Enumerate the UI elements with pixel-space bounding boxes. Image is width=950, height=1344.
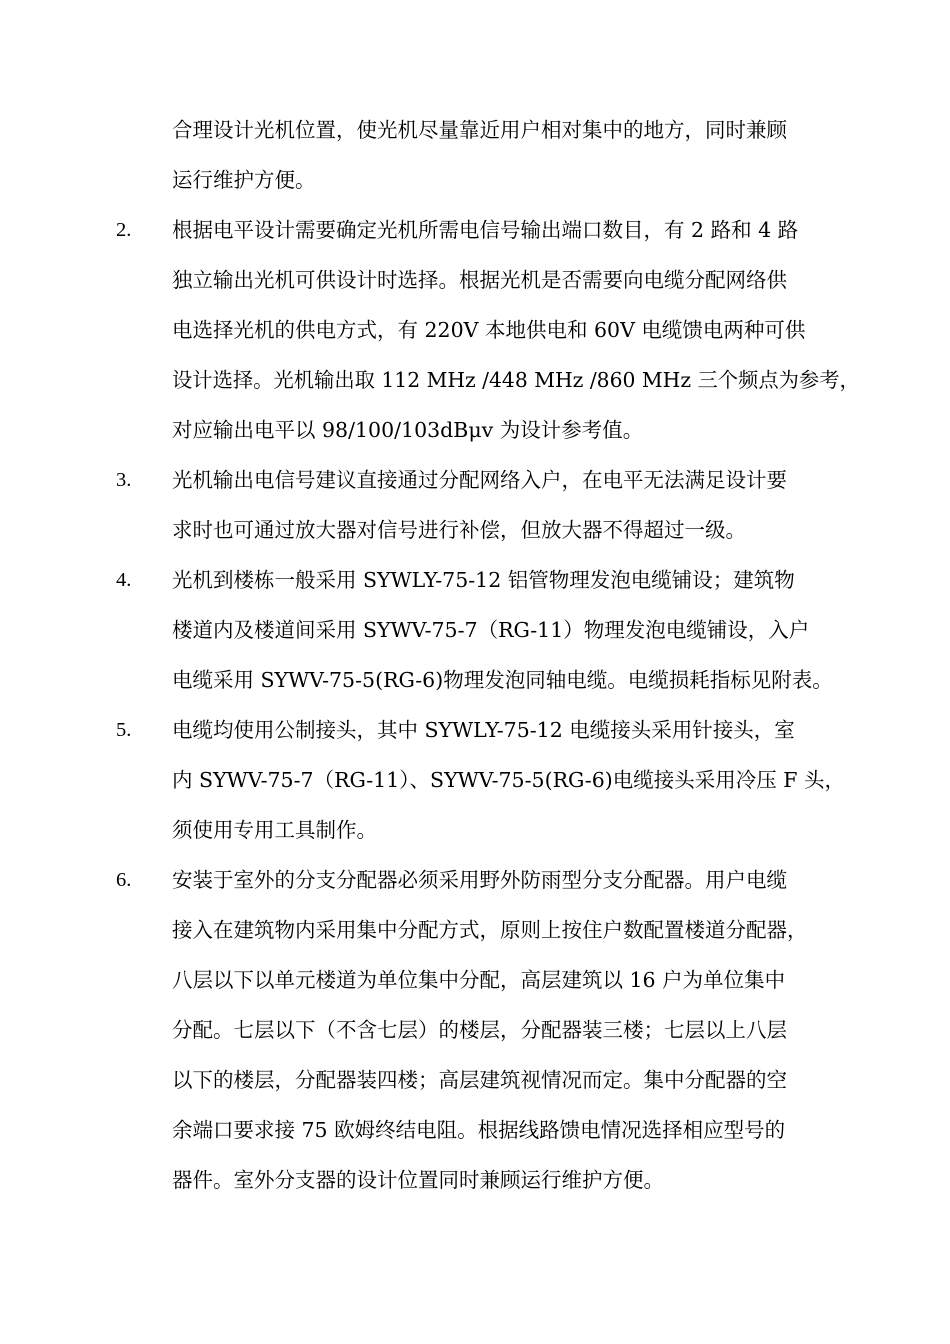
item-line: 内 SYWV-75-7（RG-11）、SYWV-75-5(RG-6)电缆接头采用冷压 F 头，	[172, 768, 845, 792]
item-line: 器件。室外分支器的设计位置同时兼顾运行维护方便。	[172, 1168, 664, 1192]
item-line: 余端口要求接 75 欧姆终结电阻。根据线路馈电情况选择相应型号的	[172, 1118, 786, 1142]
item-line: 分配。七层以下（不含七层）的楼层，分配器装三楼；七层以上八层	[172, 1018, 787, 1042]
item-line: 求时也可通过放大器对信号进行补偿，但放大器不得超过一级。	[172, 518, 746, 542]
item-number: 5.	[116, 719, 132, 741]
item-number: 4.	[116, 569, 132, 591]
item-line: 光机到楼栋一般采用 SYWLY-75-12 铝管物理发泡电缆铺设；建筑物	[172, 568, 795, 592]
item-line: 电缆采用 SYWV-75-5(RG-6)物理发泡同轴电缆。电缆损耗指标见附表。	[172, 668, 833, 692]
item-line: 须使用专用工具制作。	[172, 818, 377, 842]
item-line: 光机输出电信号建议直接通过分配网络入户，在电平无法满足设计要	[172, 468, 787, 492]
item-line: 八层以下以单元楼道为单位集中分配，高层建筑以 16 户为单位集中	[172, 968, 786, 992]
item-line: 对应输出电平以 98/100/103dBμv 为设计参考值。	[172, 418, 644, 442]
item-line: 安装于室外的分支分配器必须采用野外防雨型分支分配器。用户电缆	[172, 868, 787, 892]
item-line: 独立输出光机可供设计时选择。根据光机是否需要向电缆分配网络供	[172, 268, 787, 292]
item-line: 设计选择。光机输出取 112 MHz /448 MHz /860 MHz 三个频点为参考，	[172, 368, 860, 392]
intro-line: 运行维护方便。	[172, 168, 316, 192]
intro-line: 合理设计光机位置，使光机尽量靠近用户相对集中的地方，同时兼顾	[172, 118, 787, 142]
item-number: 2.	[116, 219, 132, 241]
item-line: 楼道内及楼道间采用 SYWV-75-7（RG-11）物理发泡电缆铺设，入户	[172, 618, 810, 642]
item-line: 根据电平设计需要确定光机所需电信号输出端口数目，有 2 路和 4 路	[172, 218, 799, 242]
item-line: 以下的楼层，分配器装四楼；高层建筑视情况而定。集中分配器的空	[172, 1068, 787, 1092]
item-line: 电选择光机的供电方式，有 220V 本地供电和 60V 电缆馈电两种可供	[172, 318, 806, 342]
item-number: 6.	[116, 869, 132, 891]
item-line: 电缆均使用公制接头，其中 SYWLY-75-12 电缆接头采用针接头，室	[172, 718, 795, 742]
item-line: 接入在建筑物内采用集中分配方式，原则上按住户数配置楼道分配器，	[172, 918, 808, 942]
item-number: 3.	[116, 469, 132, 491]
